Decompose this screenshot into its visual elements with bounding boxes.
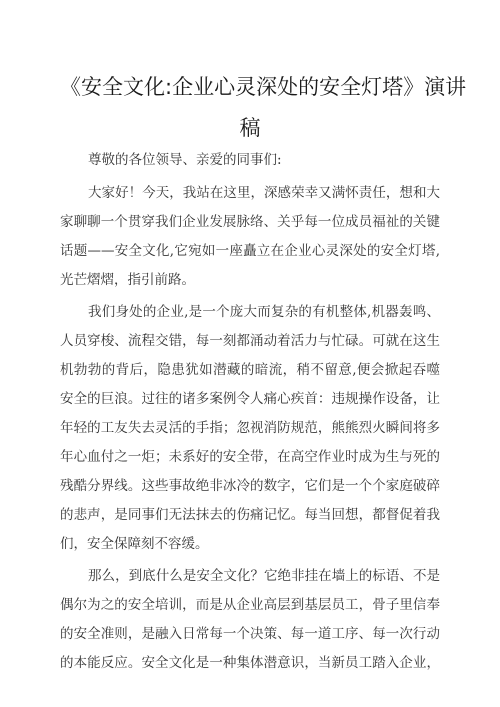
paragraph-2-line-9: 们，安全保障刻不容缓。 bbox=[60, 536, 209, 552]
document-title-line-1: 《安全文化:企业心灵深处的安全灯塔》演讲 bbox=[60, 75, 467, 99]
paragraph-3-line-3: 的安全准则，是融入日常每一个决策、每一道工序、每一次行动 bbox=[60, 626, 440, 642]
paragraph-2-line-3: 机勃勃的背后，隐患犹如潜藏的暗流，稍不留意,便会掀起吞噬 bbox=[60, 362, 440, 378]
paragraph-1-line-3: 话题——安全文化,它宛如一座矗立在企业心灵深处的安全灯塔, bbox=[60, 243, 440, 259]
paragraph-2-line-5: 年轻的工友失去灵活的手指；忽视消防规范，熊熊烈火瞬间将多 bbox=[60, 420, 440, 436]
paragraph-1-line-2: 家聊聊一个贯穿我们企业发展脉络、关乎每一位成员福祉的关键 bbox=[60, 214, 440, 230]
paragraph-2-line-4: 安全的巨浪。过往的诸多案例令人痛心疾首：违规操作设备，让 bbox=[60, 391, 440, 407]
document-title-line-2: 稿 bbox=[239, 116, 261, 140]
paragraph-3-line-1: 那么，到底什么是安全文化？它绝非挂在墙上的标语、不是 bbox=[88, 568, 440, 584]
salutation: 尊敬的各位领导、亲爱的同事们: bbox=[88, 152, 282, 168]
paragraph-2-line-2: 人员穿梭、流程交错，每一刻都涌动着活力与忙碌。可就在这生 bbox=[60, 333, 440, 349]
paragraph-2-line-7: 残酷分界线。这些事故绝非冰冷的数字，它们是一个个家庭破碎 bbox=[60, 478, 440, 494]
paragraph-2-line-1: 我们身处的企业,是一个庞大而复杂的有机整体,机器轰鸣、 bbox=[88, 304, 440, 320]
document-body bbox=[60, 150, 440, 690]
paragraph-1-line-4: 光芒熠熠，指引前路。 bbox=[60, 272, 195, 288]
paragraph-1-line-1: 大家好！今天，我站在这里，深感荣幸又满怀责任，想和大 bbox=[88, 185, 440, 201]
paragraph-2-line-8: 的悲声，是同事们无法抹去的伤痛记忆。每当回想，都督促着我 bbox=[60, 507, 440, 523]
paragraph-3-line-2: 偶尔为之的安全培训，而是从企业高层到基层员工，骨子里信奉 bbox=[60, 597, 440, 613]
paragraph-2-line-6: 年心血付之一炬；未系好的安全带，在高空作业时成为生与死的 bbox=[60, 449, 440, 465]
paragraph-3-line-4: 的本能反应。安全文化是一种集体潜意识，当新员工踏入企业， bbox=[60, 655, 440, 671]
